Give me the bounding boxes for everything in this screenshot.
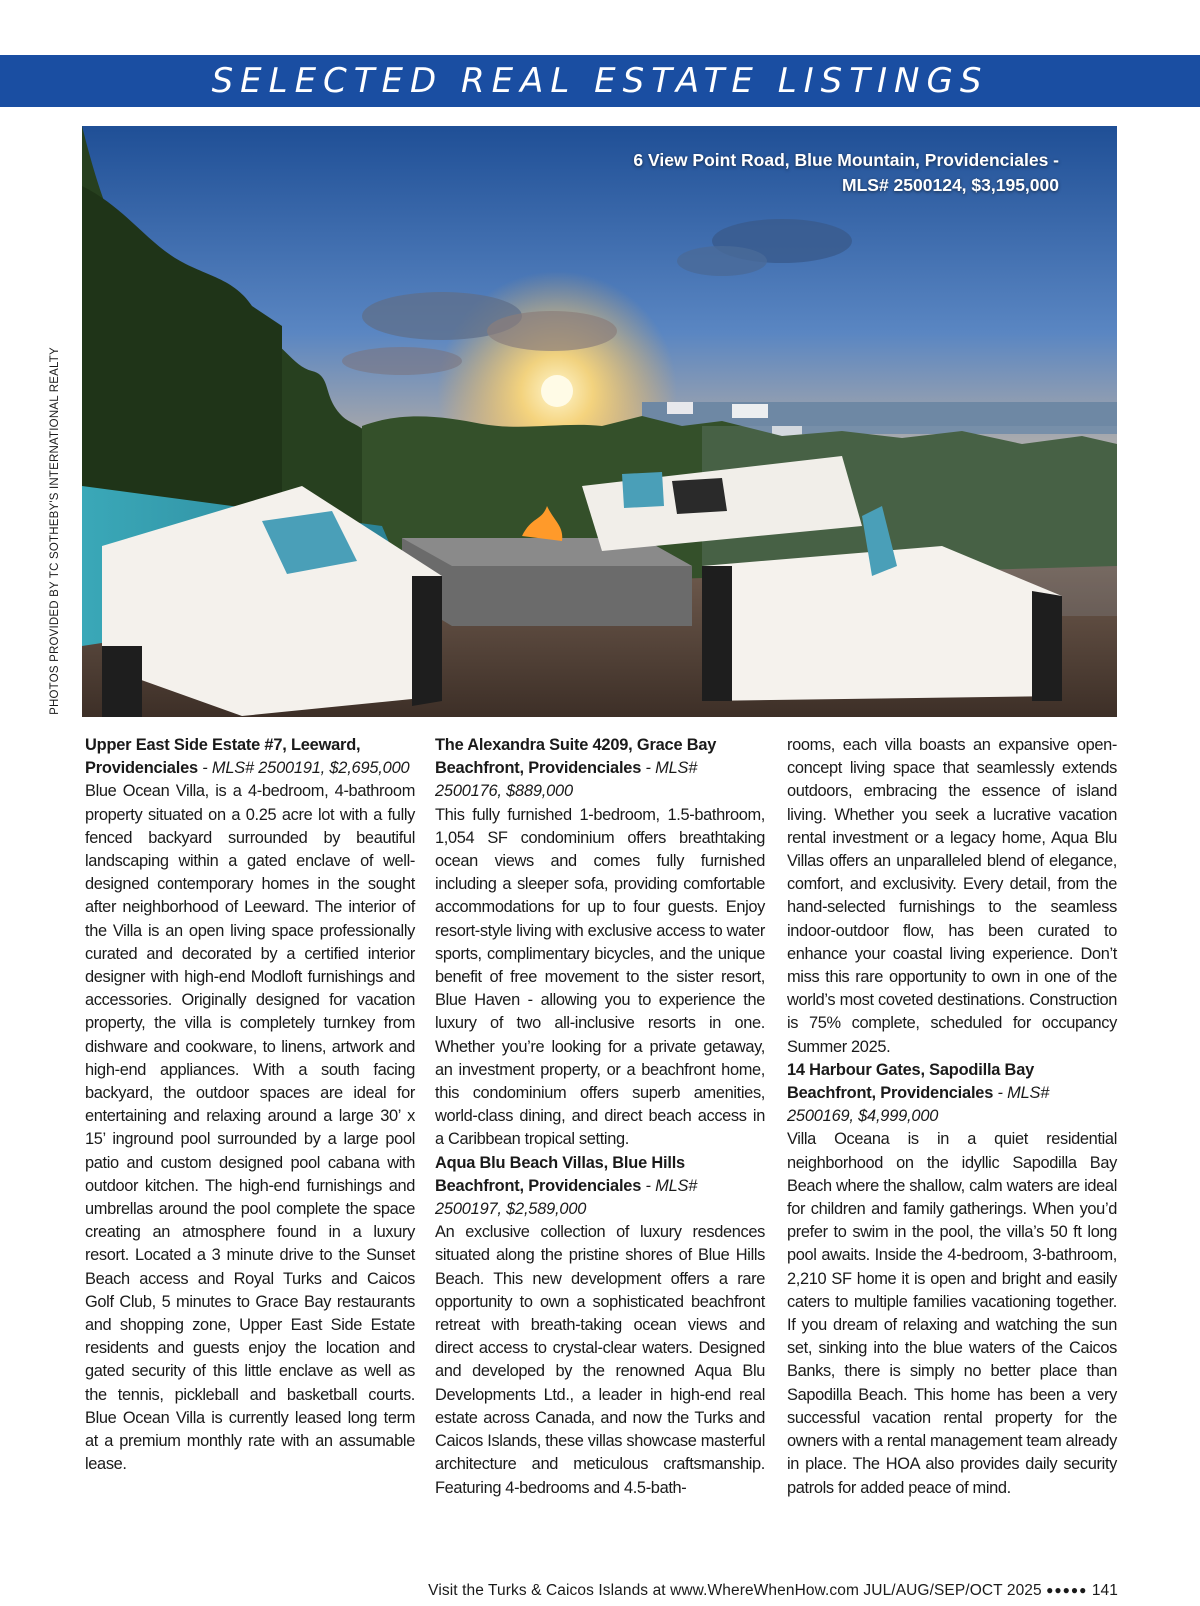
photo-credit: PHOTOS PROVIDED BY TC SOTHEBY'S INTERNATIONAL REALTY bbox=[49, 347, 61, 715]
listing-description: Blue Ocean Villa, is a 4-bedroom, 4-bathroom property situated on a 0.25 acre lot with a fully fenced backyard surrounded by beautiful landscaping within a gated enclave of well-designed contemporary homes in the sought after neighborhood of Leeward. The interior of the Villa is an open living space professionally curated and decorated by a certified interior designer with high-end Modloft furnishings and accessories. Originally designed for vacation property, the villa is completely turnkey from dishware and cookware, to linens, artwork and high-end appliances. With a south facing backyard, the outdoor spaces are ideal for entertaining and relaxing around a large 30’ x 15’ inground pool surrounded by a large pool patio and custom designed pool cabana with outdoor kitchen. The high-end furnishings and umbrellas around the pool complete the space creating an atmosphere found in a luxury resort. Located a 3 minute drive to the Sunset Beach access and Royal Turks and Caicos Golf Club, 5 minutes to Grace Bay restaurants and shopping zone, Upper East Side Estate residents and guests enjoy the location and gated security of this little enclave as well as the tennis, pickleball and basketball courts. Blue Ocean Villa is currently leased long term at a premium monthly rate with an assumable lease. bbox=[85, 782, 415, 1474]
listing-description-continued: rooms, each villa boasts an expansive open-concept living space that seamlessly extends outdoors, embracing the essence of island living. Whether you seek a lucrative vacation rental investment or a legacy home, Aqua Blu Villas offers an unparalleled blend of elegance, comfort, and exclusivity. Every detail, from the hand-selected furnishings to the seamless indoor-outdoor flow, has been curated to enhance your coastal living experience. Don’t miss this rare opportunity to own in one of the world’s most coveted destinations. Construction is 75% complete, scheduled for occupancy Summer 2025. bbox=[787, 736, 1117, 1056]
listings-columns bbox=[85, 734, 1117, 1514]
listing-heading bbox=[787, 1059, 1117, 1129]
listing-heading bbox=[435, 1152, 765, 1222]
hero-caption-line-2: MLS# 2500124, $3,195,000 bbox=[842, 175, 1059, 195]
column-2 bbox=[435, 734, 765, 1500]
column-3 bbox=[787, 734, 1117, 1500]
listing-mls-price: - MLS# 2500197, $2,589,000 bbox=[435, 1176, 698, 1219]
footer-text: Visit the Turks & Caicos Islands at www.WhereWhenHow.com JUL/AUG/SEP/OCT 2025 bbox=[428, 1582, 1042, 1599]
hero-caption bbox=[633, 148, 1059, 198]
listing-title: The Alexandra Suite 4209, Grace Bay Beachfront, Providenciales bbox=[435, 736, 717, 778]
page-number: 141 bbox=[1091, 1582, 1118, 1599]
hero-photo bbox=[82, 126, 1117, 717]
listing-title: Aqua Blu Beach Villas, Blue Hills Beachfront, Providenciales bbox=[435, 1153, 685, 1195]
listing-mls-price: - MLS# 2500191, $2,695,000 bbox=[202, 759, 410, 778]
listing-description: This fully furnished 1-bedroom, 1.5-bathroom, 1,054 SF condominium offers breathtaking ocean views and comes fully furnished including a sleeper sofa, providing comfortable accommodations for up to four guests. Enjoy resort-style living with exclusive access to water sports, complimentary bicycles, and the unique benefit of free movement to the sister resort, Blue Haven - allowing you to experience the luxury of two all-inclusive resorts in one. Whether you’re looking for a private getaway, an investment property, or a beachfront home, this condominium offers superb amenities, world-class dining, and direct beach access in a Caribbean tropical setting. bbox=[435, 805, 765, 1149]
footer-dots: ●●●●● bbox=[1046, 1583, 1088, 1597]
listing-description: Villa Oceana is in a quiet residential neighborhood on the idyllic Sapodilla Bay Beach where the shallow, calm waters are ideal for children and family gatherings. When you’d prefer to swim in the pool, the villa’s 50 ft long pool awaits. Inside the 4-bedroom, 3-bathroom, 2,210 SF home it is open and bright and easily caters to multiple families vacationing together. If you dream of relaxing and watching the sun set, sinking into the blue waters of the Caicos Banks, there is simply no better place than Sapodilla Beach. This home has been a very successful vacation rental property for the owners with a rental management team already in place. The HOA also provides daily security patrols for added peace of mind. bbox=[787, 1130, 1117, 1497]
hero-caption-line-1: 6 View Point Road, Blue Mountain, Providenciales - bbox=[633, 150, 1059, 170]
section-banner bbox=[0, 55, 1200, 107]
column-1 bbox=[85, 734, 415, 1477]
listing-description: An exclusive collection of luxury resdences situated along the pristine shores of Blue Hills Beach. This new development offers a rare opportunity to own a sophisticated beachfront retreat with breath-taking ocean views and direct access to crystal-clear waters. Designed and developed by the renowned Aqua Blu Developments Ltd., a leader in high-end real estate across Canada, and now the Turks and Caicos Islands, these villas showcase masterful architecture and meticulous craftsmanship. Featuring 4-bedrooms and 4.5-bath- bbox=[435, 1223, 765, 1497]
listing-heading bbox=[435, 734, 765, 804]
listing-title: 14 Harbour Gates, Sapodilla Bay Beachfront, Providenciales bbox=[787, 1060, 1035, 1103]
section-title: SELECTED REAL ESTATE LISTINGS bbox=[211, 61, 989, 101]
listing-heading bbox=[85, 734, 415, 780]
listing-title: Upper East Side Estate #7, Leeward, Providenciales bbox=[85, 736, 361, 778]
listing-mls-price: - MLS# 2500176, $889,000 bbox=[435, 759, 698, 801]
hero-photo-illustration bbox=[82, 126, 1117, 717]
listing-mls-price: - MLS# 2500169, $4,999,000 bbox=[787, 1084, 1050, 1126]
page-footer bbox=[428, 1582, 1118, 1600]
